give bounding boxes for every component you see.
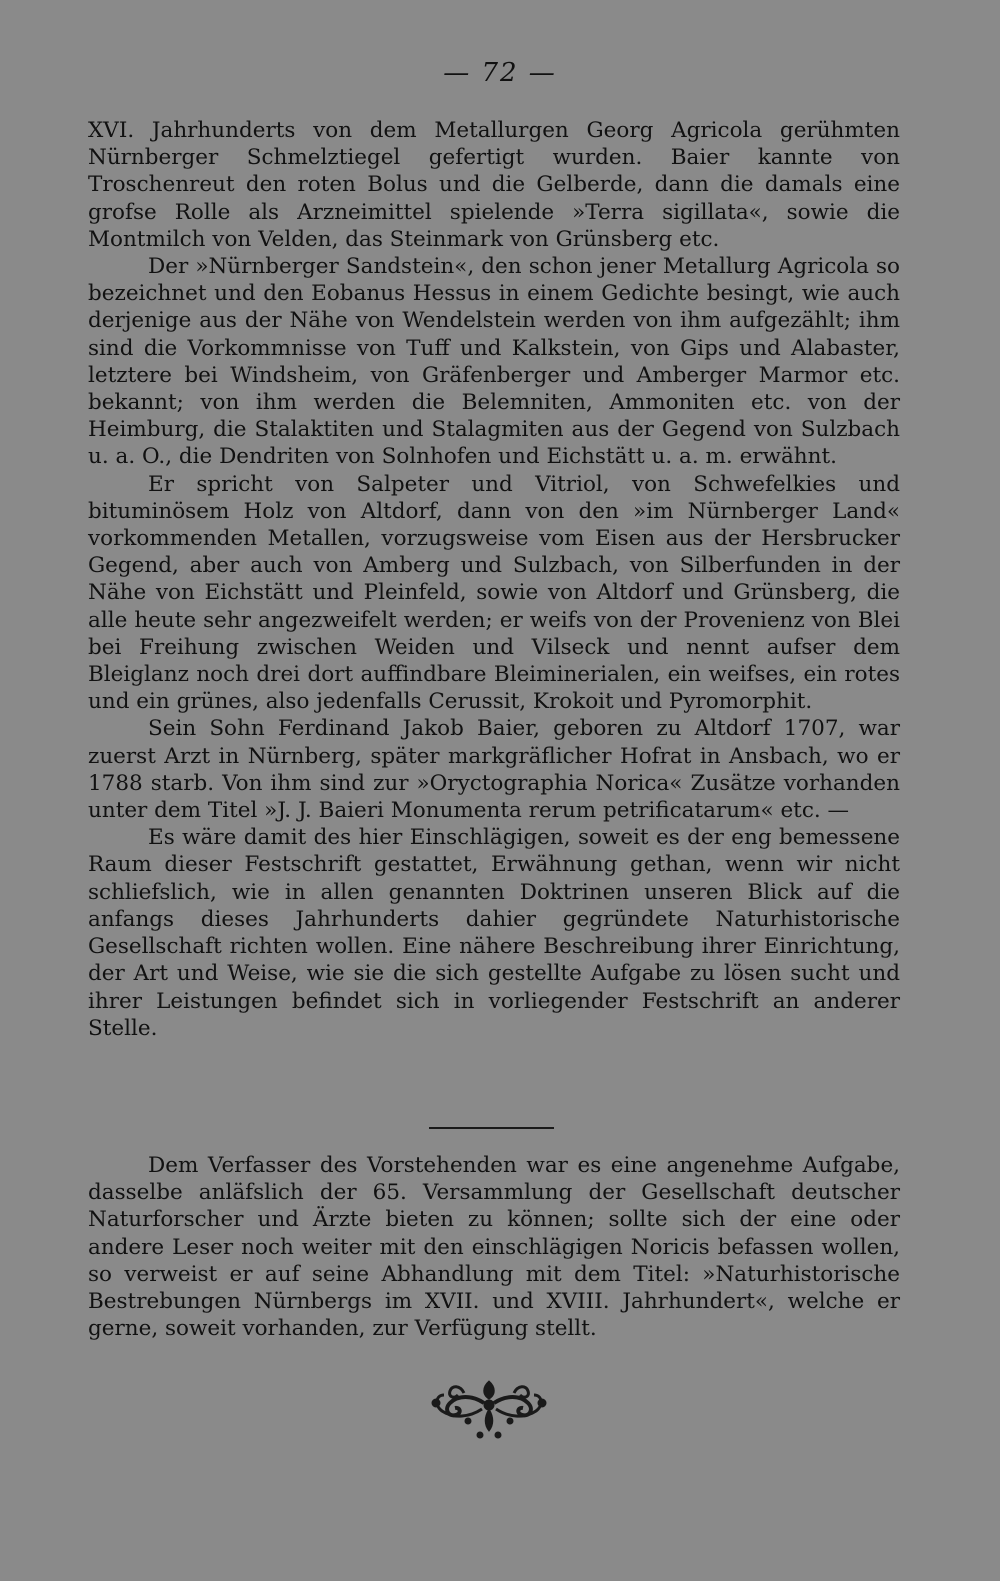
- paragraph-3: Er spricht von Salpeter und Vitriol, von Schwefelkies und bituminösem Holz von Altdorf, dann von den »im Nürnberger Land« vorkommenden Metallen, vorzugsweise vom Eisen aus der Hersbrucker Gegend, aber auch von Amberg und Sulzbach, von Silberfunden in der Nähe von Eichstätt und Pleinfeld, sowie von Altdorf und Grünsberg, die alle heute sehr angezweifelt werden; er weifs von der Provenienz von Blei bei Freihung zwischen Weiden und Vilseck und nennt aufser dem Bleiglanz noch drei dort auffindbare Bleiminerialen, ein weifses, ein rotes und ein grünes, also jedenfalls Cerussit, Krokoit und Pyromorphit.: [88, 471, 900, 715]
- paragraph-2: Der »Nürnberger Sandstein«, den schon jener Metallurg Agricola so bezeichnet und den Eobanus Hessus in einem Gedichte besingt, wie auch derjenige aus der Nähe von Wendelstein werden von ihm aufgezählt; ihm sind die Vorkommnisse von Tuff und Kalkstein, von Gips und Alabaster, letztere bei Windsheim, von Gräfenberger und Amberger Marmor etc. bekannt; von ihm werden die Belemniten, Ammoniten etc. von der Heimburg, die Stalaktiten und Stalagmiten aus der Gegend von Sulzbach u. a. O., die Dendriten von Solnhofen und Eichstätt u. a. m. erwähnt.: [88, 254, 900, 470]
- afterword-paragraph: Dem Verfasser des Vorstehenden war es eine angenehme Aufgabe, dasselbe anläfslich der 65. Versammlung der Gesellschaft deutscher Naturforscher und Ärzte bieten zu können; sollte sich der eine oder andere Leser noch weiter mit den einschlägigen Noricis befassen wollen, so verweist er auf seine Abhandlung mit dem Titel: »Naturhistorische Bestrebungen Nürnbergs im XVII. und XVIII. Jahrhundert«, welche er gerne, soweit vorhanden, zur Verfügung stellt.: [88, 1153, 900, 1342]
- paragraph-1: XVI. Jahrhunderts von dem Metallurgen Georg Agricola gerühmten Nürnberger Schmelztiegel gefertigt wurden. Baier kannte von Troschenreut den roten Bolus und die Gelberde, dann die damals eine grofse Rolle als Arzneimittel spielende »Terra sigillata«, sowie die Montmilch von Velden, das Steinmark von Grünsberg etc.: [88, 118, 900, 252]
- floral-vignette-icon: [424, 1373, 554, 1445]
- main-text: [88, 117, 900, 1042]
- paragraph-4: Sein Sohn Ferdinand Jakob Baier, geboren zu Altdorf 1707, war zuerst Arzt in Nürnberg, später markgräflicher Hofrat in Ansbach, wo er 1788 starb. Von ihm sind zur »Oryctographia Norica« Zusätze vorhanden unter dem Titel »J. J. Baieri Monumenta rerum petrificatarum« etc. —: [88, 716, 900, 824]
- section-divider: [429, 1127, 554, 1129]
- afterword: [88, 1152, 900, 1342]
- paragraph-5: Es wäre damit des hier Einschlägigen, soweit es der eng bemessene Raum dieser Festschrift gestattet, Erwähnung gethan, wenn wir nicht schliefslich, wie in allen genannten Doktrinen unseren Blick auf die anfangs dieses Jahrhunderts dahier gegründete Naturhistorische Gesellschaft richten wollen. Eine nähere Beschreibung ihrer Einrichtung, der Art und Weise, wie sie die sich gestellte Aufgabe zu lösen sucht und ihrer Leistungen befindet sich in vorliegender Festschrift an anderer Stelle.: [88, 825, 900, 1041]
- page-number: — 72 —: [443, 58, 557, 88]
